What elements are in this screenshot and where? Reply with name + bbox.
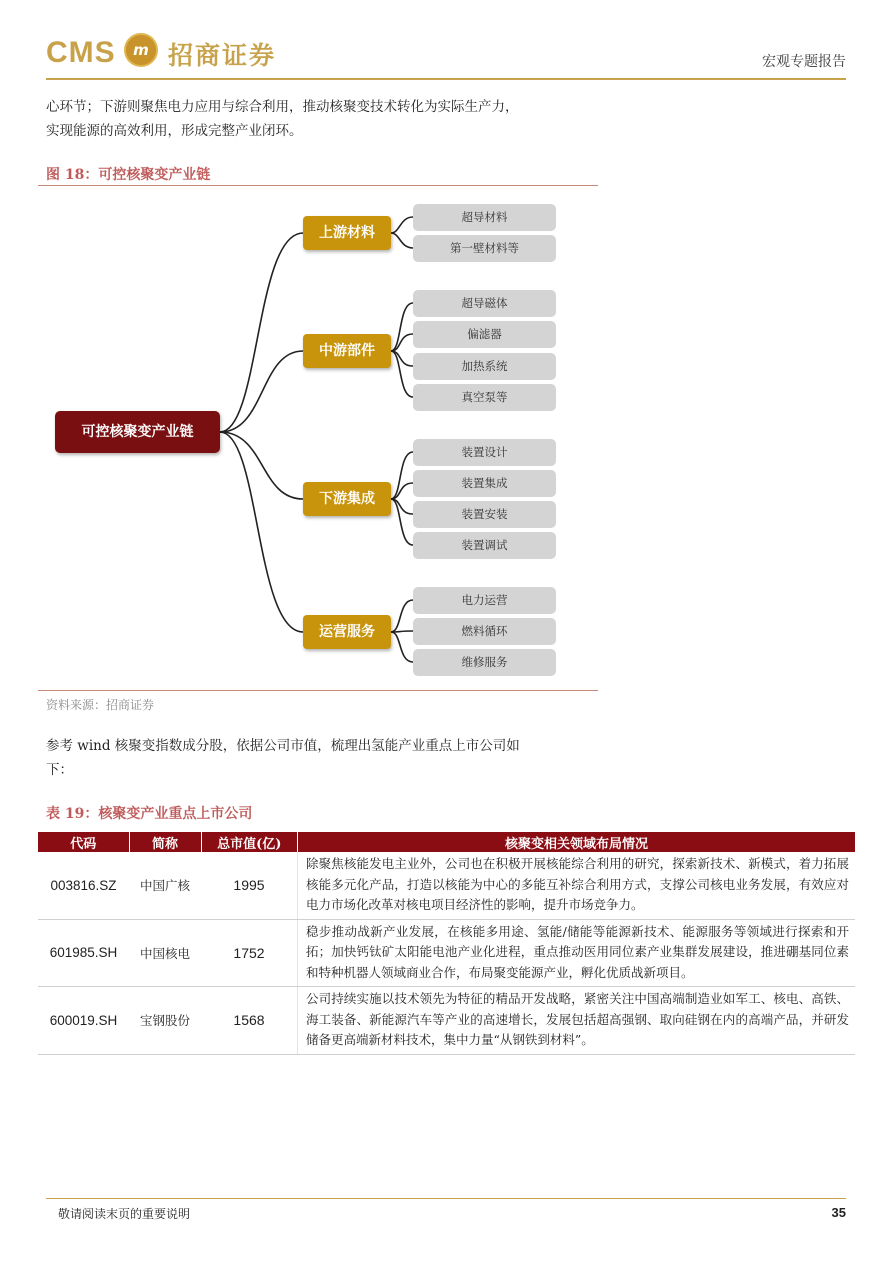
report-type: 宏观专题报告 [762, 54, 846, 70]
cell-name: 中国核电 [129, 919, 201, 987]
table-row [38, 919, 855, 987]
header-divider [46, 78, 846, 80]
list-intro-line-2: 下： [46, 762, 73, 778]
leaf-node: 偏滤器 [413, 321, 556, 348]
cell-description: 稳步推动战新产业发展，在核能多用途、氢能/储能等能源新技术、能源服务等领域进行探索和开拓；加快钙钛矿太阳能电池产业化进程，重点推动医用同位素产业集群发展建设，推进硼基同位素和特种机器人领域商业合作，布局聚变能源产业，孵化优质战新项目。 [298, 919, 856, 987]
col-header-layout: 核聚变相关领域布局情况 [298, 832, 856, 852]
footer-notice: 敬请阅读末页的重要说明 [58, 1207, 191, 1221]
connector-root-midstream [220, 351, 303, 432]
table-header-row [38, 832, 855, 852]
connector-root-upstream [220, 233, 303, 432]
col-header-name: 简称 [129, 832, 201, 852]
cell-name: 宝钢股份 [129, 987, 201, 1055]
leaf-node: 装置集成 [413, 470, 556, 497]
table-row [38, 852, 855, 919]
col-header-market-cap: 总市值(亿) [201, 832, 298, 852]
leaf-node: 装置调试 [413, 532, 556, 559]
logo-chinese-name: 招商证券 [168, 41, 277, 70]
node-upstream-materials: 上游材料 [303, 216, 391, 250]
table-title: 表 19：核聚变产业重点上市公司 [46, 806, 253, 822]
cell-market-cap: 1568 [201, 987, 298, 1055]
cell-code: 601985.SH [38, 919, 129, 987]
node-midstream-components: 中游部件 [303, 334, 391, 368]
leaf-node: 超导材料 [413, 204, 556, 231]
figure-top-rule [38, 185, 598, 186]
leaf-node: 加热系统 [413, 353, 556, 380]
logo-text: CMS [46, 36, 116, 69]
footer-divider [46, 1198, 846, 1199]
col-header-code: 代码 [38, 832, 129, 852]
leaf-node: 装置安装 [413, 501, 556, 528]
leaf-node: 燃料循环 [413, 618, 556, 645]
table-row [38, 987, 855, 1055]
node-downstream-integration: 下游集成 [303, 482, 391, 516]
cell-market-cap: 1752 [201, 919, 298, 987]
page-number: 35 [831, 1205, 846, 1220]
leaf-node: 电力运营 [413, 587, 556, 614]
cell-code: 003816.SZ [38, 852, 129, 919]
connector-root-downstream [220, 432, 303, 499]
node-operation-services: 运营服务 [303, 615, 391, 649]
figure-source: 资料来源：招商证券 [46, 698, 155, 712]
cell-market-cap: 1995 [201, 852, 298, 919]
leaf-node: 真空泵等 [413, 384, 556, 411]
connector-root-operations [220, 432, 303, 632]
intro-line-1: 心环节；下游则聚焦电力应用与综合利用，推动核聚变技术转化为实际生产力， [46, 99, 519, 115]
intro-paragraph [46, 95, 606, 143]
leaf-node: 超导磁体 [413, 290, 556, 317]
logo-mark-icon: m [124, 33, 158, 67]
list-intro-paragraph [46, 734, 606, 782]
intro-line-2: 实现能源的高效利用，形成完整产业闭环。 [46, 123, 303, 139]
leaf-node: 维修服务 [413, 649, 556, 676]
cell-description: 公司持续实施以技术领先为特征的精品开发战略，紧密关注中国高端制造业如军工、核电、高铁、海工装备、新能源汽车等产业的高速增长，发展包括超高强钢、取向硅钢在内的高端产品，并研发储备更高端新材料技术，集中力量“从钢铁到材料”。 [298, 987, 856, 1055]
cell-code: 600019.SH [38, 987, 129, 1055]
figure-bottom-rule [38, 690, 598, 691]
cell-name: 中国广核 [129, 852, 201, 919]
cell-description: 除聚焦核能发电主业外，公司也在积极开展核能综合利用的研究，探索新技术、新模式，着力拓展核能多元化产品，打造以核能为中心的多能互补综合利用方式，支撑公司核电业务发展，有效应对电力市场化改革对核电项目经济性的影响，提升市场竞争力。 [298, 852, 856, 919]
list-intro-line-1: 参考 wind 核聚变指数成分股，依据公司市值，梳理出氢能产业重点上市公司如 [46, 738, 520, 754]
companies-table [38, 832, 855, 1055]
leaf-node: 第一壁材料等 [413, 235, 556, 262]
figure-title: 图 18：可控核聚变产业链 [46, 167, 211, 183]
diagram-root-node: 可控核聚变产业链 [55, 411, 220, 453]
leaf-node: 装置设计 [413, 439, 556, 466]
